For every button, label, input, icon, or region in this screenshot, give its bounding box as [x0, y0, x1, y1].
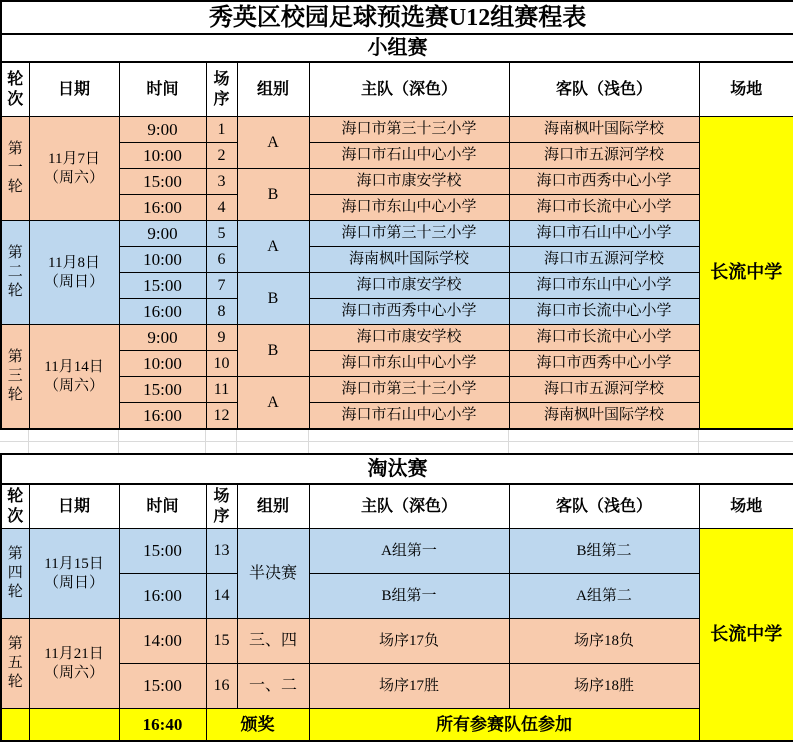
match-time: 15:00: [119, 529, 206, 574]
award-row: [1, 709, 793, 742]
match-row: [1, 403, 793, 430]
empty-grid-row: [0, 430, 793, 442]
home-team: A组第一: [309, 529, 509, 574]
match-time: 9:00: [119, 221, 206, 247]
match-row: [1, 325, 793, 351]
col-header-order: 场序: [206, 484, 237, 529]
match-row: [1, 664, 793, 709]
empty-grid-row: [0, 442, 793, 454]
col-header-venue: 场地: [699, 62, 793, 117]
knockout-section-title: 淘汰赛: [1, 454, 793, 484]
home-team: 海口市康安学校: [309, 169, 509, 195]
match-time: 10:00: [119, 351, 206, 377]
match-number: 9: [206, 325, 237, 351]
award-empty-date-cell: [29, 709, 119, 742]
match-row: [1, 143, 793, 169]
match-number: 8: [206, 299, 237, 325]
home-team: B组第一: [309, 574, 509, 619]
col-header-round: 轮次: [1, 62, 29, 117]
match-time: 9:00: [119, 117, 206, 143]
match-number: 12: [206, 403, 237, 430]
away-team: A组第二: [509, 574, 699, 619]
award-label: 颁奖: [206, 709, 309, 742]
match-number: 1: [206, 117, 237, 143]
venue-cell: 长流中学: [699, 529, 793, 742]
match-time: 16:00: [119, 299, 206, 325]
away-team: 海口市长流中心小学: [509, 325, 699, 351]
knockout-table: [0, 453, 793, 742]
col-header-order: 场序: [206, 62, 237, 117]
match-time: 9:00: [119, 325, 206, 351]
knockout-header-row: [1, 484, 793, 529]
round-label: 第三轮: [1, 325, 29, 430]
group-label: A: [237, 117, 309, 169]
away-team: 海口市五源河学校: [509, 377, 699, 403]
group-label: A: [237, 221, 309, 273]
date-cell: 11月7日 （周六）: [29, 117, 119, 221]
col-header-away: 客队（浅色）: [509, 62, 699, 117]
group-stage-header-row: [1, 62, 793, 117]
col-header-group: 组别: [237, 484, 309, 529]
col-header-away: 客队（浅色）: [509, 484, 699, 529]
col-header-time: 时间: [119, 484, 206, 529]
home-team: 海口市第三十三小学: [309, 117, 509, 143]
award-participants: 所有参赛队伍参加: [309, 709, 699, 742]
home-team: 海口市石山中心小学: [309, 403, 509, 430]
group-label: B: [237, 169, 309, 221]
home-team: 海南枫叶国际学校: [309, 247, 509, 273]
match-number: 3: [206, 169, 237, 195]
match-row: [1, 247, 793, 273]
group-stage-section-row: [1, 34, 793, 62]
group-label: 半决赛: [237, 529, 309, 619]
home-team: 海口市石山中心小学: [309, 143, 509, 169]
match-time: 16:00: [119, 195, 206, 221]
match-row: [1, 273, 793, 299]
match-time: 15:00: [119, 377, 206, 403]
away-team: 海口市五源河学校: [509, 247, 699, 273]
away-team: 海口市西秀中心小学: [509, 169, 699, 195]
col-header-date: 日期: [29, 62, 119, 117]
away-team: 海口市五源河学校: [509, 143, 699, 169]
col-header-venue: 场地: [699, 484, 793, 529]
match-row: [1, 299, 793, 325]
away-team: 海口市西秀中心小学: [509, 351, 699, 377]
page-title: 秀英区校园足球预选赛U12组赛程表: [1, 1, 793, 34]
table-title-row: [1, 1, 793, 34]
spreadsheet-gap-grid: [0, 430, 793, 453]
match-number: 11: [206, 377, 237, 403]
away-team: 海口市长流中心小学: [509, 195, 699, 221]
match-time: 16:00: [119, 574, 206, 619]
match-row: [1, 529, 793, 574]
match-time: 10:00: [119, 143, 206, 169]
home-team: 海口市康安学校: [309, 273, 509, 299]
match-number: 10: [206, 351, 237, 377]
col-header-time: 时间: [119, 62, 206, 117]
match-number: 14: [206, 574, 237, 619]
match-time: 15:00: [119, 273, 206, 299]
match-time: 15:00: [119, 664, 206, 709]
date-cell: 11月8日 （周日）: [29, 221, 119, 325]
match-number: 4: [206, 195, 237, 221]
away-team: B组第二: [509, 529, 699, 574]
col-header-date: 日期: [29, 484, 119, 529]
match-row: [1, 195, 793, 221]
round-label: 第五轮: [1, 619, 29, 709]
match-row: [1, 117, 793, 143]
date-cell: 11月14日 （周六）: [29, 325, 119, 430]
match-time: 15:00: [119, 169, 206, 195]
group-label: 一、二: [237, 664, 309, 709]
away-team: 海南枫叶国际学校: [509, 117, 699, 143]
round-label: 第二轮: [1, 221, 29, 325]
away-team: 场序18胜: [509, 664, 699, 709]
date-cell: 11月21日 （周六）: [29, 619, 119, 709]
match-number: 7: [206, 273, 237, 299]
col-header-group: 组别: [237, 62, 309, 117]
round-label: 第四轮: [1, 529, 29, 619]
home-team: 海口市西秀中心小学: [309, 299, 509, 325]
col-header-home: 主队（深色）: [309, 484, 509, 529]
match-number: 13: [206, 529, 237, 574]
group-label: A: [237, 377, 309, 430]
away-team: 海南枫叶国际学校: [509, 403, 699, 430]
group-label: 三、四: [237, 619, 309, 664]
match-number: 5: [206, 221, 237, 247]
venue-cell: 长流中学: [699, 117, 793, 430]
home-team: 海口市东山中心小学: [309, 195, 509, 221]
match-row: [1, 169, 793, 195]
col-header-home: 主队（深色）: [309, 62, 509, 117]
match-row: [1, 574, 793, 619]
match-row: [1, 377, 793, 403]
home-team: 海口市康安学校: [309, 325, 509, 351]
away-team: 海口市东山中心小学: [509, 273, 699, 299]
home-team: 海口市第三十三小学: [309, 377, 509, 403]
match-time: 14:00: [119, 619, 206, 664]
home-team: 海口市第三十三小学: [309, 221, 509, 247]
match-number: 15: [206, 619, 237, 664]
date-cell: 11月15日 （周日）: [29, 529, 119, 619]
home-team: 场序17胜: [309, 664, 509, 709]
home-team: 场序17负: [309, 619, 509, 664]
knockout-section-row: [1, 454, 793, 484]
group-stage-section-title: 小组赛: [1, 34, 793, 62]
match-number: 16: [206, 664, 237, 709]
home-team: 海口市东山中心小学: [309, 351, 509, 377]
round-label: 第一轮: [1, 117, 29, 221]
group-label: B: [237, 273, 309, 325]
col-header-round: 轮次: [1, 484, 29, 529]
away-team: 海口市石山中心小学: [509, 221, 699, 247]
group-label: B: [237, 325, 309, 377]
match-time: 10:00: [119, 247, 206, 273]
award-time: 16:40: [119, 709, 206, 742]
match-row: [1, 221, 793, 247]
match-row: [1, 619, 793, 664]
award-empty-round-cell: [1, 709, 29, 742]
match-row: [1, 351, 793, 377]
away-team: 场序18负: [509, 619, 699, 664]
away-team: 海口市长流中心小学: [509, 299, 699, 325]
match-time: 16:00: [119, 403, 206, 430]
match-number: 2: [206, 143, 237, 169]
match-number: 6: [206, 247, 237, 273]
